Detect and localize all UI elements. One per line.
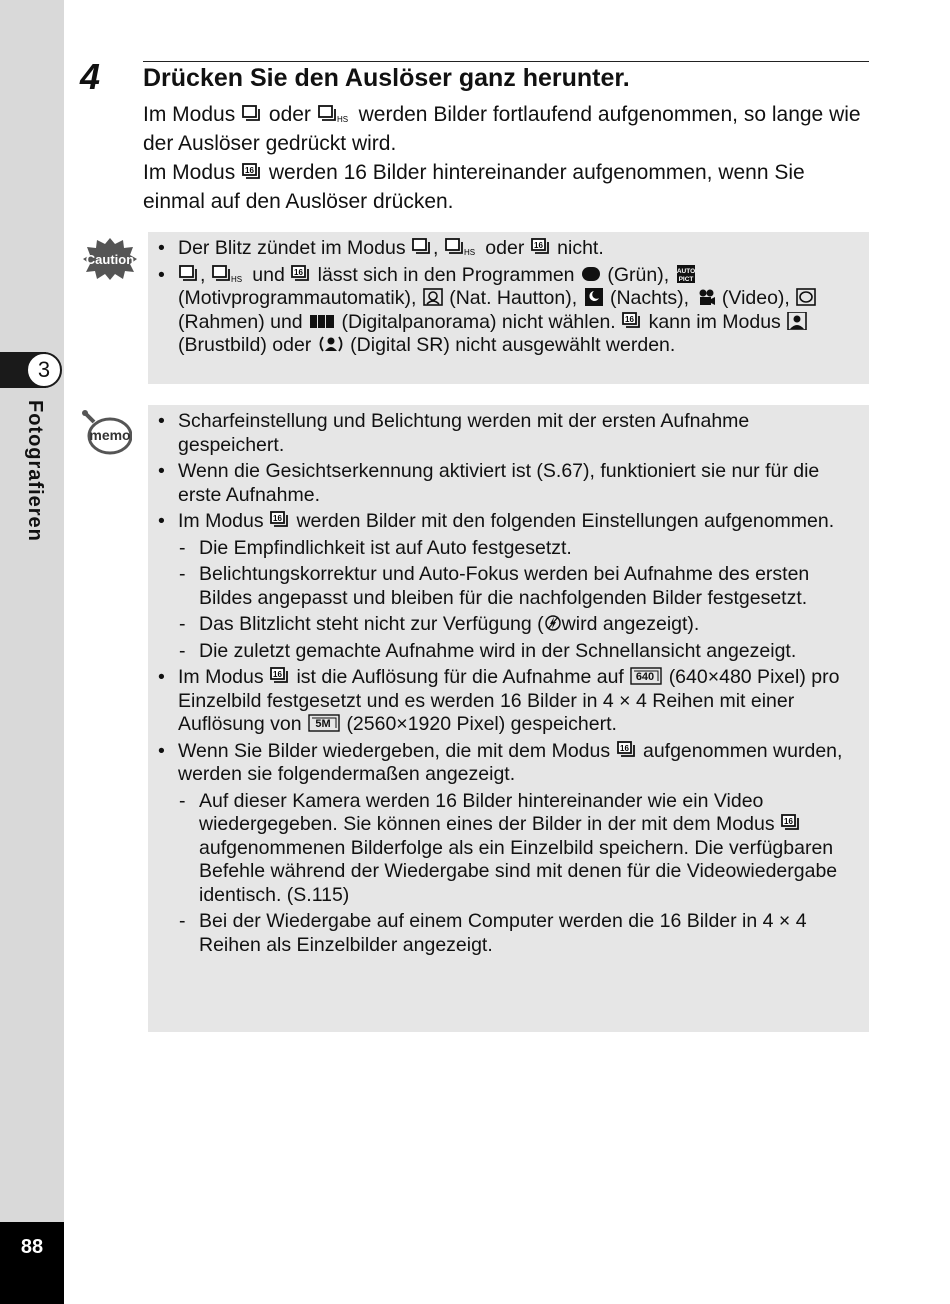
text: werden 16 Bilder hintereinander aufgenommen, wenn Sie einmal auf den Auslöser drücken. [143, 161, 805, 213]
text: (640×480 Pixel) pro Einzelbild festgesetzt und es werden 16 Bilder in 4 × 4 Reihen mit einer Auflösung von [178, 666, 840, 735]
text: (Motivprogrammautomatik), [178, 287, 417, 309]
chapter-number: 3 [26, 352, 62, 388]
flash-off-icon [545, 614, 561, 632]
resolution-640-icon [630, 667, 662, 685]
text: kann im Modus [648, 310, 781, 333]
caution-item [157, 264, 857, 358]
memo-sub-item [178, 613, 857, 637]
caution-item [157, 237, 857, 261]
step-title: Drücken Sie den Auslöser ganz herunter. [143, 64, 630, 92]
memo-item [157, 510, 857, 663]
chapter-title: Fotografieren [24, 400, 46, 542]
step-paragraph-1 [143, 100, 869, 158]
text: oder [268, 103, 311, 126]
video-icon [696, 288, 716, 306]
resolution-5m-icon [308, 714, 340, 732]
night-scene-icon [584, 288, 604, 306]
16-frame-icon [291, 265, 311, 283]
text: werden Bilder mit den folgenden Einstellungen aufgenommen. [296, 510, 835, 532]
frame-composite-icon [796, 288, 816, 306]
text: Auf dieser Kamera werden 16 Bilder hintereinander wie ein Video wiedergegeben. Sie können eines der Bilder in der mit dem Modus [199, 789, 775, 835]
natural-skin-tone-icon [423, 288, 443, 306]
16-frame-icon [270, 667, 290, 685]
text: (Video), [721, 287, 790, 309]
continuous-shooting-icon [412, 238, 432, 256]
text: ist die Auflösung für die Aufnahme auf [296, 666, 624, 688]
burst-hs-icon [318, 105, 352, 123]
digital-sr-icon [318, 335, 344, 353]
svg-text:AUTO: AUTO [676, 267, 695, 275]
text: , [200, 263, 206, 286]
text: Im Modus [143, 161, 236, 184]
text: aufgenommen wurden, werden sie folgendermaßen angezeigt. [178, 739, 843, 785]
text: Im Modus [178, 510, 264, 532]
text: (Brustbild) oder [178, 334, 312, 356]
digital-panorama-icon [309, 312, 335, 330]
auto-picture-icon [676, 265, 696, 283]
chapter-tab [0, 352, 64, 388]
resolution-640-label: 640 [636, 671, 655, 683]
step-number: 4 [80, 56, 101, 97]
caution-box [148, 232, 869, 384]
text: Im Modus [143, 103, 236, 126]
memo-sub-item: - Die zuletzt gemachte Aufnahme wird in der Schnellansicht angezeigt. [178, 640, 857, 664]
caution-icon [82, 236, 138, 280]
step-paragraph-2 [143, 158, 869, 216]
memo-sub-item: - Belichtungskorrektur und Auto-Fokus werden bei Aufnahme des ersten Bildes angepasst und bleiben für die nachfolgenden Bilder festgesetzt. [178, 563, 857, 610]
burst-hs-icon [212, 265, 246, 283]
text: , [433, 237, 439, 259]
green-mode-icon [581, 265, 601, 283]
continuous-shooting-icon [179, 265, 199, 283]
memo-item [157, 740, 857, 958]
text: (2560×1920 Pixel) gespeichert. [346, 713, 617, 735]
memo-sub-item: - Bei der Wiedergabe auf einem Computer werden die 16 Bilder in 4 × 4 Reihen als Einzelbilder angezeigt. [178, 910, 857, 957]
memo-icon-label: memo [89, 427, 131, 443]
burst-hs-icon [445, 238, 479, 256]
portrait-bust-icon [787, 312, 807, 330]
text: lässt sich in den Programmen [317, 263, 575, 286]
page-number: 88 [20, 1236, 44, 1258]
16-frame-icon [781, 814, 801, 832]
text: werden Bilder fortlaufend aufgenommen, so lange wie der Auslöser gedrückt wird. [143, 103, 861, 155]
memo-item [157, 666, 857, 737]
text: und [252, 263, 285, 286]
svg-text:PICT: PICT [678, 275, 693, 283]
text: Im Modus [178, 666, 264, 688]
16-frame-icon [531, 238, 551, 256]
text: aufgenommenen Bilderfolge als ein Einzelbild speichern. Die verfügbaren Befehle während der Wiedergabe sind mit denen für die Videowiedergabe identisch. (S.115) [199, 836, 838, 906]
page-number-box [0, 1222, 64, 1304]
text: (Grün), [607, 263, 670, 286]
text: (Rahmen) und [178, 310, 303, 333]
text: nicht. [557, 237, 604, 259]
text: (Digitalpanorama) nicht wählen. [341, 310, 616, 333]
step-divider [143, 61, 869, 62]
text: Das Blitzlicht steht nicht zur Verfügung ( [199, 613, 544, 635]
16-frame-icon [622, 312, 642, 330]
step-body [143, 100, 869, 216]
memo-item: • Scharfeinstellung und Belichtung werden mit der ersten Aufnahme gespeichert. [157, 410, 857, 457]
16-frame-icon [270, 511, 290, 529]
memo-sub-item [178, 790, 857, 908]
memo-item: • Wenn die Gesichtserkennung aktiviert ist (S.67), funktioniert sie nur für die erste Aufnahme. [157, 460, 857, 507]
chapter-sidebar [0, 0, 64, 1304]
16-frame-icon [617, 741, 637, 759]
text: (Nat. Hautton), [449, 287, 578, 309]
resolution-5m-label: 5M [315, 718, 331, 730]
text: Der Blitz zündet im Modus [178, 237, 406, 259]
caution-icon-label: Caution [85, 252, 135, 267]
memo-box [148, 405, 869, 1032]
16-frame-icon [242, 163, 262, 181]
text: (Nachts), [609, 287, 690, 309]
memo-icon [80, 410, 132, 456]
text: oder [485, 237, 525, 259]
text: wird angezeigt). [561, 613, 700, 635]
text: Wenn Sie Bilder wiedergeben, die mit dem Modus [178, 739, 611, 762]
text: (Digital SR) nicht ausgewählt werden. [350, 334, 676, 356]
memo-sub-item: - Die Empfindlichkeit ist auf Auto festgesetzt. [178, 537, 857, 561]
continuous-shooting-icon [242, 105, 262, 123]
